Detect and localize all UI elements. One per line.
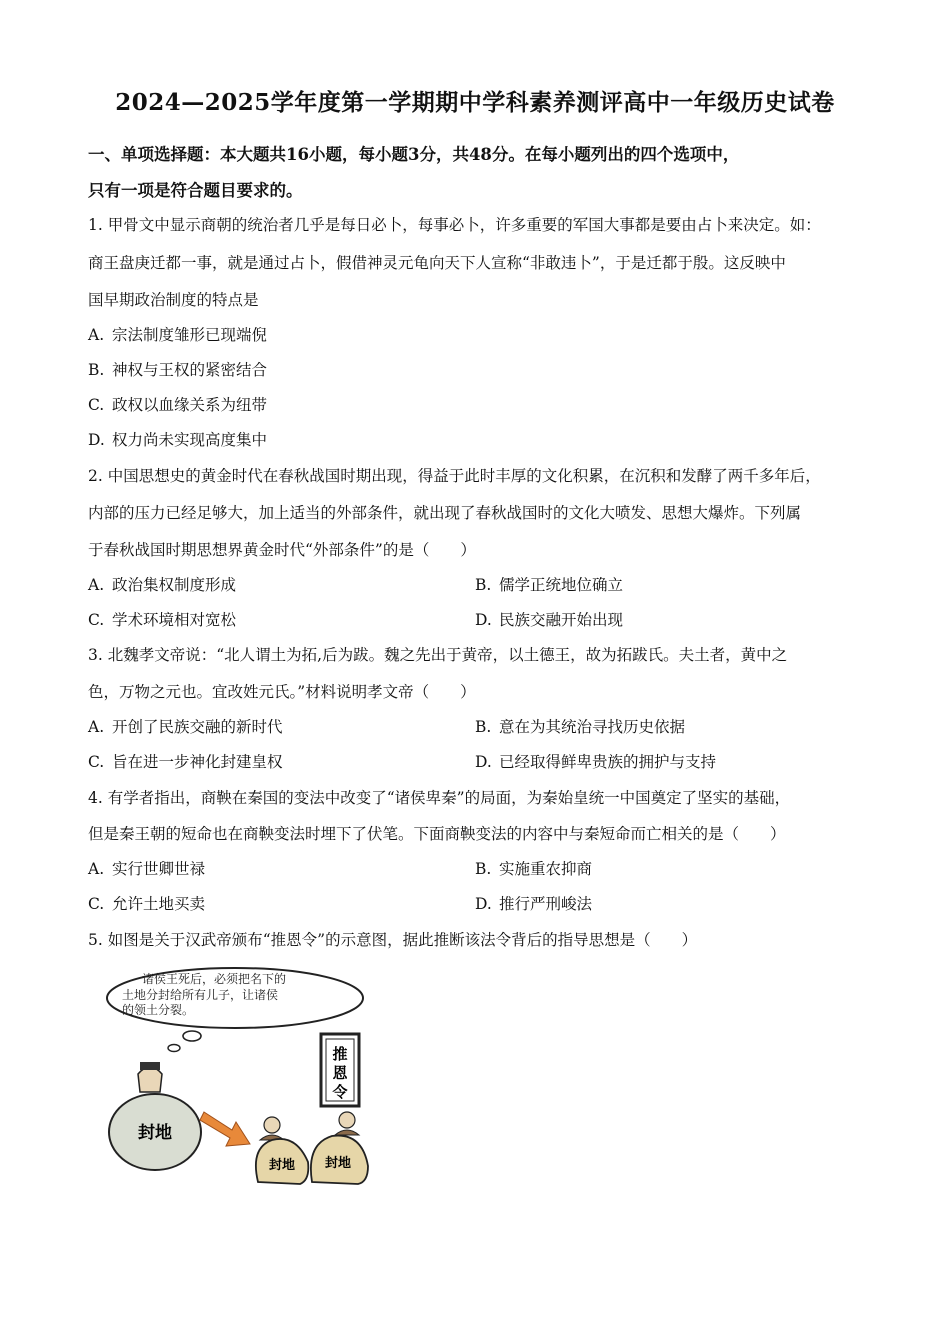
- question-5-line1: 5. 如图是关于汉武帝颁布“推恩令”的示意图，据此推断该法令背后的指导思想是（ ）: [88, 931, 698, 949]
- question-4-line1: 4. 有学者指出，商鞅在秦国的变法中改变了“诸侯卑秦”的局面，为秦始皇统一中国奠定了坚实的基础，: [88, 789, 791, 807]
- section-heading-line2: 只有一项是符合题目要求的。: [88, 181, 303, 200]
- thought-dot-large: [183, 1031, 201, 1041]
- decree-char-1: 推: [332, 1045, 348, 1063]
- q3-option-d: D. 已经取得鲜卑贵族的拥护与支持: [475, 753, 717, 771]
- question-4-line2: 但是秦王朝的短命也在商鞅变法时埋下了伏笔。下面商鞅变法的内容中与秦短命而亡相关的是（ ）: [88, 825, 786, 843]
- speech-text-2: 土地分封给所有儿子，让诸侯: [122, 988, 279, 1002]
- tuienling-cartoon: [100, 962, 375, 1187]
- q3-option-a: A. 开创了民族交融的新时代: [88, 718, 283, 736]
- question-3-line2: 色，万物之元也。宜改姓元氏。”材料说明孝文帝（ ）: [88, 683, 476, 701]
- small-sack-left-label: 封地: [268, 1158, 296, 1173]
- big-sack-label: 封地: [138, 1123, 172, 1143]
- question-1-line1: 1. 甲骨文中显示商朝的统治者几乎是每日必卜，每事必卜，许多重要的军国大事都是要由占卜来决定。如：: [88, 216, 821, 234]
- section-heading-line1: 一、单项选择题：本大题共16小题，每小题3分，共48分。在每小题列出的四个选项中，: [88, 145, 740, 164]
- q4-option-b: B. 实施重农抑商: [475, 860, 593, 878]
- q4-option-a: A. 实行世卿世禄: [88, 860, 206, 878]
- question-2-line1: 2. 中国思想史的黄金时代在春秋战国时期出现，得益于此时丰厚的文化积累，在沉积和发酵了两千多年后，: [88, 467, 821, 485]
- q3-option-c: C. 旨在进一步神化封建皇权: [88, 753, 283, 771]
- page-title: 2024—2025学年度第一学期期中学科素养测评高中一年级历史试卷: [115, 89, 835, 116]
- q2-option-c: C. 学术环境相对宽松: [88, 611, 237, 629]
- question-1-line3: 国早期政治制度的特点是: [88, 291, 259, 309]
- decree-char-3: 令: [332, 1083, 348, 1101]
- small-lord-right: [335, 1112, 359, 1135]
- thought-dot-small: [168, 1045, 180, 1052]
- speech-text-1: 诸侯王死后，必须把名下的: [142, 972, 287, 986]
- small-lord-left: [260, 1117, 284, 1140]
- q4-option-c: C. 允许土地买卖: [88, 895, 206, 913]
- question-3-line1: 3. 北魏孝文帝说：“北人谓土为拓,后为跋。魏之先出于黄帝，以土德王，故为拓跋氏。夫土者，黄中之: [88, 646, 788, 664]
- small-sack-right-label: 封地: [324, 1156, 352, 1171]
- q1-option-b: B. 神权与王权的紧密结合: [88, 361, 268, 379]
- q1-option-d: D. 权力尚未实现高度集中: [88, 431, 268, 449]
- question-2-line2: 内部的压力已经足够大，加上适当的外部条件，就出现了春秋战国时的文化大喷发、思想大爆炸。下列属: [88, 504, 802, 522]
- q1-option-c: C. 政权以血缘关系为纽带: [88, 396, 268, 414]
- arrow-icon: [200, 1112, 250, 1146]
- question-2-line3: 于春秋战国时期思想界黄金时代“外部条件”的是（ ）: [88, 541, 476, 559]
- q3-option-b: B. 意在为其统治寻找历史依据: [475, 718, 686, 736]
- speech-text-3: 的领土分裂。: [122, 1003, 195, 1017]
- q2-option-d: D. 民族交融开始出现: [475, 611, 624, 629]
- question-1-line2: 商王盘庚迁都一事，就是通过占卜，假借神灵元龟向天下人宣称“非敢违卜”，于是迁都于殷。这反映中: [88, 254, 786, 272]
- q1-option-a: A. 宗法制度雏形已现端倪: [88, 326, 268, 344]
- q4-option-d: D. 推行严刑峻法: [475, 895, 593, 913]
- q2-option-b: B. 儒学正统地位确立: [475, 576, 624, 594]
- decree-char-2: 恩: [332, 1064, 348, 1082]
- q2-option-a: A. 政治集权制度形成: [88, 576, 237, 594]
